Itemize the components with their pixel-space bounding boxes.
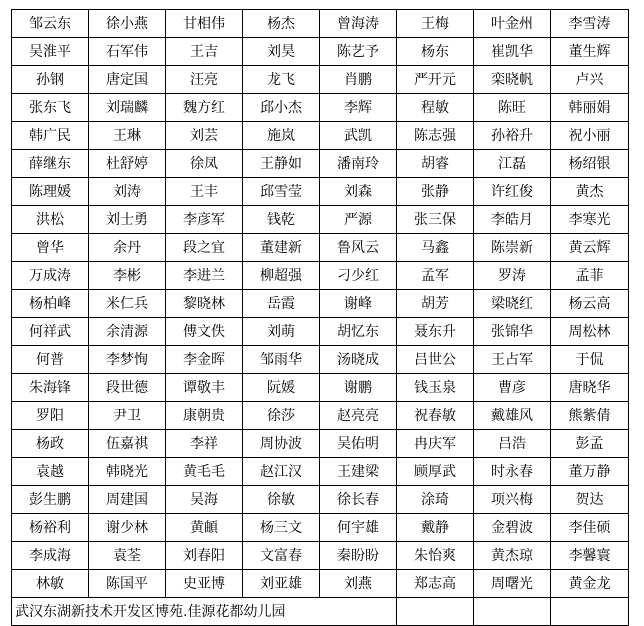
- name-cell: 李进兰: [166, 262, 243, 290]
- name-cell: 刘芸: [166, 122, 243, 150]
- name-cell: 冉庆军: [397, 430, 474, 458]
- name-cell: 杨东: [397, 38, 474, 66]
- name-cell: 栾晓帆: [474, 66, 551, 94]
- name-cell: 谭敬丰: [166, 374, 243, 402]
- table-row: [12, 514, 629, 542]
- name-cell: 顾厚武: [397, 458, 474, 486]
- name-cell: 何宇雄: [320, 514, 397, 542]
- name-cell: 钱玉泉: [397, 374, 474, 402]
- name-cell: 文富春: [243, 542, 320, 570]
- name-cell: 段世德: [89, 374, 166, 402]
- name-cell: 聂东升: [397, 318, 474, 346]
- name-cell: 周曙光: [474, 570, 551, 598]
- name-cell: 熊紫倩: [551, 402, 629, 430]
- name-cell: 李寒光: [551, 206, 629, 234]
- name-cell: 李佳硕: [551, 514, 629, 542]
- kindergarten-name: 武汉东湖新技术开发区博苑.佳源花都幼儿园: [12, 598, 397, 626]
- name-cell: 时永春: [474, 458, 551, 486]
- name-cell: 王丰: [166, 178, 243, 206]
- name-cell: 王吉: [166, 38, 243, 66]
- name-cell: 刘森: [320, 178, 397, 206]
- name-cell: 王梅: [397, 10, 474, 38]
- name-cell: 彭孟: [551, 430, 629, 458]
- name-cell: 黄頔: [166, 514, 243, 542]
- name-cell: 孙钢: [12, 66, 89, 94]
- name-cell: 鲁风云: [320, 234, 397, 262]
- name-cell: 谢鹏: [320, 374, 397, 402]
- table-row: [12, 430, 629, 458]
- name-cell: 刘燕: [320, 570, 397, 598]
- name-cell: 潘南玲: [320, 150, 397, 178]
- name-cell: 李金晖: [166, 346, 243, 374]
- name-cell: 张三保: [397, 206, 474, 234]
- table-row: [12, 66, 629, 94]
- name-cell: 李祥: [166, 430, 243, 458]
- name-cell: 徐敏: [243, 486, 320, 514]
- name-cell: 傅文佚: [166, 318, 243, 346]
- name-cell: 江磊: [474, 150, 551, 178]
- name-cell: 黄杰琼: [474, 542, 551, 570]
- name-cell: 孟军: [397, 262, 474, 290]
- name-cell: 史亚博: [166, 570, 243, 598]
- name-cell: 段之宜: [166, 234, 243, 262]
- table-row: [12, 570, 629, 598]
- name-cell: 甘相伟: [166, 10, 243, 38]
- name-cell: 马鑫: [397, 234, 474, 262]
- name-cell: 林敏: [12, 570, 89, 598]
- name-cell: 武凯: [320, 122, 397, 150]
- name-cell: 黄云辉: [551, 234, 629, 262]
- name-cell: 李成海: [12, 542, 89, 570]
- name-cell: 徐莎: [243, 402, 320, 430]
- name-cell: 张静: [397, 178, 474, 206]
- name-cell: 阮媛: [243, 374, 320, 402]
- table-row: [12, 542, 629, 570]
- name-cell: 王占军: [474, 346, 551, 374]
- name-cell: 陈崇新: [474, 234, 551, 262]
- name-cell: 罗阳: [12, 402, 89, 430]
- name-cell: 卢兴: [551, 66, 629, 94]
- name-cell: 董建新: [243, 234, 320, 262]
- name-cell: 邱雪莹: [243, 178, 320, 206]
- name-cell: 梁晓红: [474, 290, 551, 318]
- name-cell: 谢峰: [320, 290, 397, 318]
- table-row: [12, 122, 629, 150]
- name-cell: 刘春阳: [166, 542, 243, 570]
- name-cell: 伍嘉祺: [89, 430, 166, 458]
- name-cell: 陈志强: [397, 122, 474, 150]
- name-cell: 张锦华: [474, 318, 551, 346]
- table-row: [12, 262, 629, 290]
- name-cell: 周协波: [243, 430, 320, 458]
- name-cell: 邹云东: [12, 10, 89, 38]
- name-cell: 金碧波: [474, 514, 551, 542]
- name-cell: 杨政: [12, 430, 89, 458]
- name-cell: 杨云高: [551, 290, 629, 318]
- name-cell: 洪松: [12, 206, 89, 234]
- name-cell: 吕浩: [474, 430, 551, 458]
- name-cell: 韩晓光: [89, 458, 166, 486]
- name-cell: 韩丽娟: [551, 94, 629, 122]
- name-cell: 刘萌: [243, 318, 320, 346]
- name-cell: 何普: [12, 346, 89, 374]
- name-cell: 李辉: [320, 94, 397, 122]
- name-cell: 于侃: [551, 346, 629, 374]
- table-row: [12, 150, 629, 178]
- name-cell: 董生辉: [551, 38, 629, 66]
- name-cell: 陈艺予: [320, 38, 397, 66]
- name-cell: 邹雨华: [243, 346, 320, 374]
- name-cell: 刁少红: [320, 262, 397, 290]
- name-cell: 黄毛毛: [166, 458, 243, 486]
- name-table-body: [12, 10, 629, 626]
- name-cell: 董万静: [551, 458, 629, 486]
- name-cell: 汤晓成: [320, 346, 397, 374]
- name-list-sheet: [11, 9, 628, 620]
- table-row: [12, 402, 629, 430]
- name-cell: 杨三文: [243, 514, 320, 542]
- table-row: [12, 234, 629, 262]
- empty-cell: [551, 598, 629, 626]
- name-cell: 李雪涛: [551, 10, 629, 38]
- name-cell: 唐定国: [89, 66, 166, 94]
- table-row: [12, 94, 629, 122]
- name-cell: 徐长春: [320, 486, 397, 514]
- name-cell: 谢少林: [89, 514, 166, 542]
- name-cell: 杨柏峰: [12, 290, 89, 318]
- name-cell: 李馨寰: [551, 542, 629, 570]
- name-cell: 万成涛: [12, 262, 89, 290]
- table-row: [12, 486, 629, 514]
- name-cell: 戴雄风: [474, 402, 551, 430]
- name-cell: 祝春敏: [397, 402, 474, 430]
- name-cell: 周松林: [551, 318, 629, 346]
- name-cell: 赵江汉: [243, 458, 320, 486]
- name-cell: 张东飞: [12, 94, 89, 122]
- name-cell: 魏方红: [166, 94, 243, 122]
- name-cell: 余丹: [89, 234, 166, 262]
- table-row: [12, 10, 629, 38]
- name-cell: 戴静: [397, 514, 474, 542]
- name-cell: 彭生鹏: [12, 486, 89, 514]
- name-cell: 贺达: [551, 486, 629, 514]
- name-cell: 吴海: [166, 486, 243, 514]
- name-cell: 刘士勇: [89, 206, 166, 234]
- name-cell: 许红俊: [474, 178, 551, 206]
- name-cell: 柳超强: [243, 262, 320, 290]
- name-cell: 杨杰: [243, 10, 320, 38]
- empty-cell: [474, 598, 551, 626]
- name-cell: 刘涛: [89, 178, 166, 206]
- name-cell: 刘亚雄: [243, 570, 320, 598]
- name-cell: 胡忆东: [320, 318, 397, 346]
- name-cell: 崔凯华: [474, 38, 551, 66]
- name-cell: 严源: [320, 206, 397, 234]
- name-cell: 韩广民: [12, 122, 89, 150]
- name-cell: 孟菲: [551, 262, 629, 290]
- table-row: [12, 178, 629, 206]
- name-cell: 徐小燕: [89, 10, 166, 38]
- name-cell: 刘瑞麟: [89, 94, 166, 122]
- name-cell: 黄杰: [551, 178, 629, 206]
- name-cell: 周建国: [89, 486, 166, 514]
- name-cell: 朱海锋: [12, 374, 89, 402]
- table-row: [12, 38, 629, 66]
- name-cell: 龙飞: [243, 66, 320, 94]
- name-cell: 王建梁: [320, 458, 397, 486]
- name-cell: 陈理媛: [12, 178, 89, 206]
- name-cell: 秦盼盼: [320, 542, 397, 570]
- name-cell: 程敏: [397, 94, 474, 122]
- name-cell: 罗涛: [474, 262, 551, 290]
- name-cell: 涂琦: [397, 486, 474, 514]
- footer-row: [12, 598, 629, 626]
- name-cell: 李彬: [89, 262, 166, 290]
- name-cell: 赵亮亮: [320, 402, 397, 430]
- name-cell: 曹彦: [474, 374, 551, 402]
- name-cell: 米仁兵: [89, 290, 166, 318]
- name-cell: 祝小丽: [551, 122, 629, 150]
- name-cell: 李皓月: [474, 206, 551, 234]
- name-cell: 吕世公: [397, 346, 474, 374]
- name-cell: 叶金州: [474, 10, 551, 38]
- name-cell: 吴佑明: [320, 430, 397, 458]
- table-row: [12, 290, 629, 318]
- name-cell: 何祥武: [12, 318, 89, 346]
- name-cell: 尹卫: [89, 402, 166, 430]
- name-cell: 曾海涛: [320, 10, 397, 38]
- name-cell: 孙裕升: [474, 122, 551, 150]
- name-cell: 朱怡爽: [397, 542, 474, 570]
- name-cell: 严开元: [397, 66, 474, 94]
- name-cell: 唐晓华: [551, 374, 629, 402]
- name-cell: 邱小杰: [243, 94, 320, 122]
- name-cell: 石军伟: [89, 38, 166, 66]
- name-cell: 岳霞: [243, 290, 320, 318]
- empty-cell: [397, 598, 474, 626]
- name-cell: 袁荃: [89, 542, 166, 570]
- name-cell: 刘昊: [243, 38, 320, 66]
- name-cell: 吴淮平: [12, 38, 89, 66]
- table-row: [12, 374, 629, 402]
- name-cell: 王静如: [243, 150, 320, 178]
- name-cell: 康朝贵: [166, 402, 243, 430]
- table-row: [12, 458, 629, 486]
- name-table: [11, 9, 629, 626]
- name-cell: 杨裕利: [12, 514, 89, 542]
- name-cell: 汪亮: [166, 66, 243, 94]
- table-row: [12, 318, 629, 346]
- name-cell: 钱乾: [243, 206, 320, 234]
- name-cell: 陈旺: [474, 94, 551, 122]
- table-row: [12, 206, 629, 234]
- name-cell: 袁越: [12, 458, 89, 486]
- name-cell: 胡睿: [397, 150, 474, 178]
- name-cell: 王琳: [89, 122, 166, 150]
- name-cell: 胡芳: [397, 290, 474, 318]
- name-cell: 薛继东: [12, 150, 89, 178]
- name-cell: 余清源: [89, 318, 166, 346]
- name-cell: 李梦恂: [89, 346, 166, 374]
- name-cell: 徐凤: [166, 150, 243, 178]
- name-cell: 李彦军: [166, 206, 243, 234]
- name-cell: 黎晓林: [166, 290, 243, 318]
- name-cell: 杨绍银: [551, 150, 629, 178]
- name-cell: 施岚: [243, 122, 320, 150]
- name-cell: 曾华: [12, 234, 89, 262]
- name-cell: 杜舒婷: [89, 150, 166, 178]
- name-cell: 黄金龙: [551, 570, 629, 598]
- name-cell: 项兴梅: [474, 486, 551, 514]
- name-cell: 陈国平: [89, 570, 166, 598]
- name-cell: 郑志高: [397, 570, 474, 598]
- table-row: [12, 346, 629, 374]
- name-cell: 肖鹏: [320, 66, 397, 94]
